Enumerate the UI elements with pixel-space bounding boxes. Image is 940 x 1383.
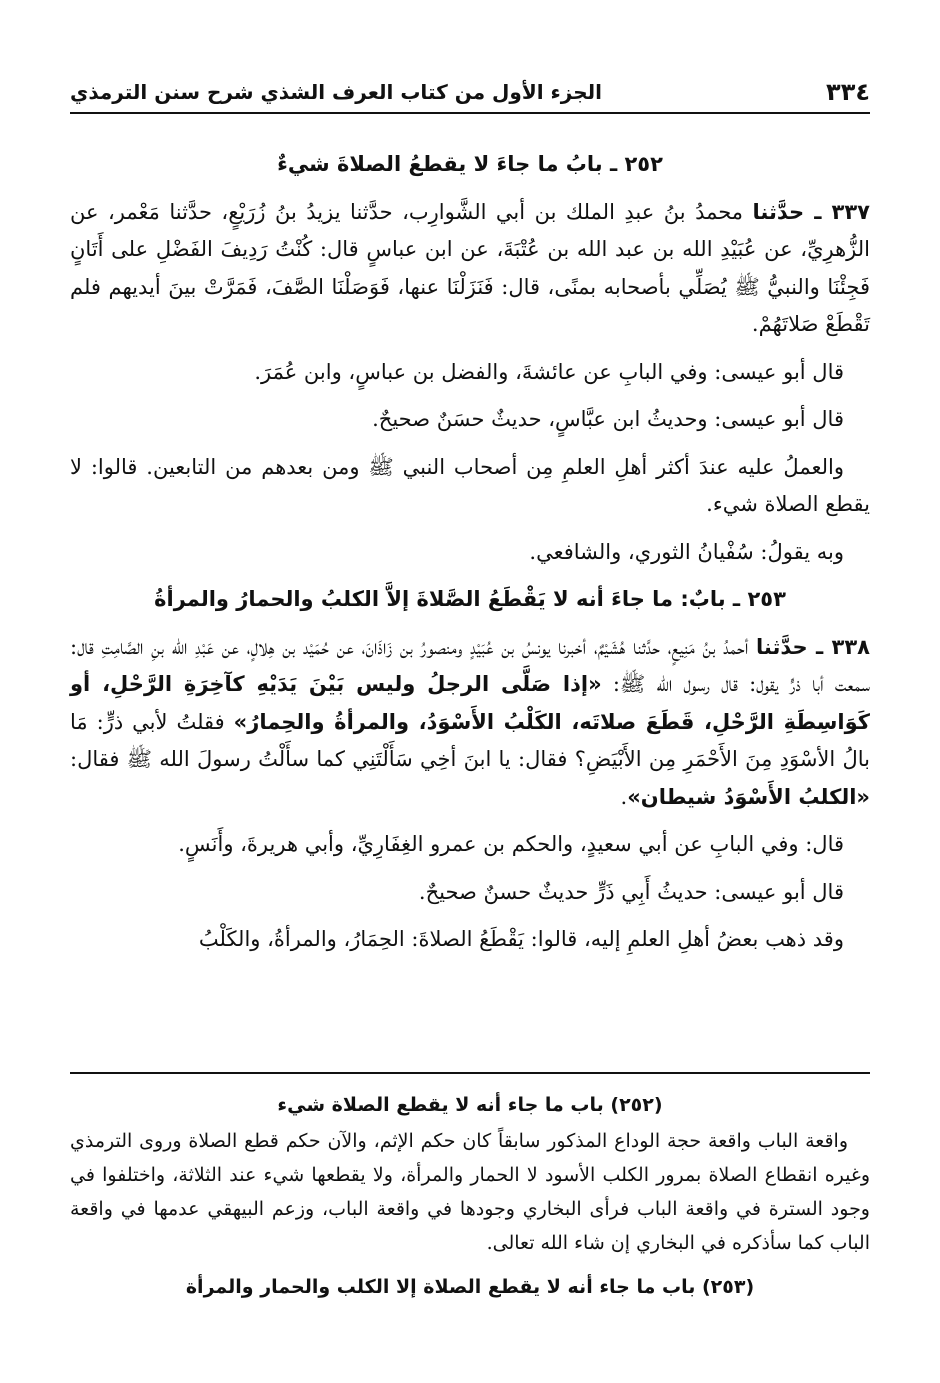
chapter-253-title: ٢٥٣ ـ بابٌ: ما جاءَ أنه لا يَقْطَعُ الصَّلاةَ إلاَّ الكلبُ والحمارُ والمرأةُ	[154, 587, 786, 611]
commentary-title-252: (٢٥٢) باب ما جاء أنه لا يقطع الصلاة شيء	[277, 1094, 663, 1116]
chapter-252-paragraph-2: قال أبو عيسى: وحديثُ ابن عبَّاسٍ، حديثٌ حسَنٌ صحيحٌ.	[372, 407, 844, 431]
hadith-337-number: ٣٣٧ ـ حدَّثنا	[752, 199, 870, 224]
commentary-title-253: (٢٥٣) باب ما جاء أنه لا يقطع الصلاة إلا الكلب والحمار والمرأة	[185, 1276, 755, 1298]
chapter-252-paragraph-1: قال أبو عيسى: وفي البابِ عن عائشةَ، والفضل بن عباسٍ، وابن عُمَرَ.	[254, 359, 844, 384]
hadith-338-end: .	[620, 784, 628, 809]
hadith-337	[70, 194, 870, 344]
page-header	[70, 72, 870, 114]
commentary-text-252: واقعة الباب واقعة حجة الوداع المذكور سابقاً كان حكم الإثم، والآن حكم قطع الصلاة وروى الترمذي وغيره انقطاع الصلاة بمرور الكلب الأسود لا الحمار والمرأة، ولا يقطعها شيء عند الثلاثة، واختلفوا في وجود السترة في واقعة الباب فرأى البخاري وجودها في واقعة الباب، وزعم البيهقي عدمها في واقعة الباب كما سأذكره في البخاري إن شاء الله تعالى.	[70, 1130, 870, 1254]
hadith-338-text-a: أحمدُ بنُ مَنِيعٍ، حدَّثنا هُشَيْمٌ، أخبرنا يونسُ بن عُبَيْدٍ ومنصورُ بن زَاذَانَ، عن حُمَيْد بن هِلالٍ، عن عَبْدِ الله بنِ الصَّامِتِ قال: سمعت أبا ذرٍّ يقول: قال رسول الله ﷺ:	[70, 634, 870, 696]
chapter-252-paragraph-3: والعملُ عليه عندَ أكثر أهلِ العلمِ مِن أصحاب النبي ﷺ ومن بعدهم من التابعين. قالوا: لا يقطع الصلاة شيء.	[70, 454, 870, 516]
running-title: الجزء الأول من كتاب العرف الشذي شرح سنن الترمذي	[70, 80, 602, 104]
hadith-338-number: ٣٣٨ ـ حدَّثنا	[756, 634, 870, 659]
hadith-338-text-b: فقلتُ لأبي ذرٍّ: مَا بالُ الأسْوَدِ مِنَ الأَحْمَرِ مِن الأَبْيَضِ؟ فقال: يا ابنَ أخِي سَأَلْتَنِي كما سأَلْتُ رسولَ الله ﷺ فقال:	[70, 709, 870, 771]
hadith-338-quote-1: «إذا صَلَّى الرجلُ وليس بَيْنَ يَدَيْهِ كآخِرَةِ الرَّحْلِ، أو كَوَاسِطَةِ الرَّحْلِ، قَطَعَ صلاتَه، الكَلْبُ الأَسْوَدُ، والمرأةُ والحِمارُ»	[70, 672, 870, 734]
page-number: ٣٣٤	[826, 78, 870, 106]
hadith-337-text: محمدُ بنُ عبدِ الملك بن أبي الشَّوارِب، حدَّثنا يزيدُ بنُ زُرَيْعٍ، حدَّثنا مَعْمر، عن الزُّهرِيِّ، عن عُبَيْدِ الله بن عبد الله بن عُتْبَةَ، عن ابن عباسٍ قال: كُنْتُ رَدِيفَ الفَضْلِ على أَتَانٍ فَجِئْنَا والنبيُّ ﷺ يُصَلِّي بأصحابه بمنًى، قال: فَنَزَلْنَا عنها، فَوَصَلْنَا الصَّفَ، فَمَرَّتْ بينَ أيديهم فلم تَقْطَعْ صَلاتَهُمْ.	[70, 199, 870, 336]
chapter-252-title: ٢٥٢ ـ بابُ ما جاءَ لا يقطعُ الصلاةَ شيءٌ	[277, 152, 663, 176]
hadith-338	[70, 629, 870, 817]
commentary-section	[70, 1072, 870, 1306]
chapter-253-paragraph-2: قال أبو عيسى: حديثُ أَبِي ذَرٍّ حديثٌ حسنٌ صحيحٌ.	[418, 879, 844, 904]
chapter-252-paragraph-4: وبه يقولُ: سُفْيانُ الثوري، والشافعي.	[529, 539, 844, 564]
chapter-253-paragraph-3: وقد ذهب بعضُ أهلِ العلمِ إليه، قالوا: يَقْطَعُ الصلاةَ: الحِمَارُ، والمرأةُ، والكَلْبُ	[198, 927, 844, 951]
main-text	[70, 140, 870, 969]
hadith-338-quote-2: «الكلبُ الأَسْوَدُ شيطان»	[627, 784, 870, 809]
chapter-253-paragraph-1: قال: وفي البابِ عن أبي سعيدٍ، والحكم بن عمرو الغِفَارِيِّ، وأبي هريرةَ، وأَنَسٍ.	[178, 832, 844, 856]
